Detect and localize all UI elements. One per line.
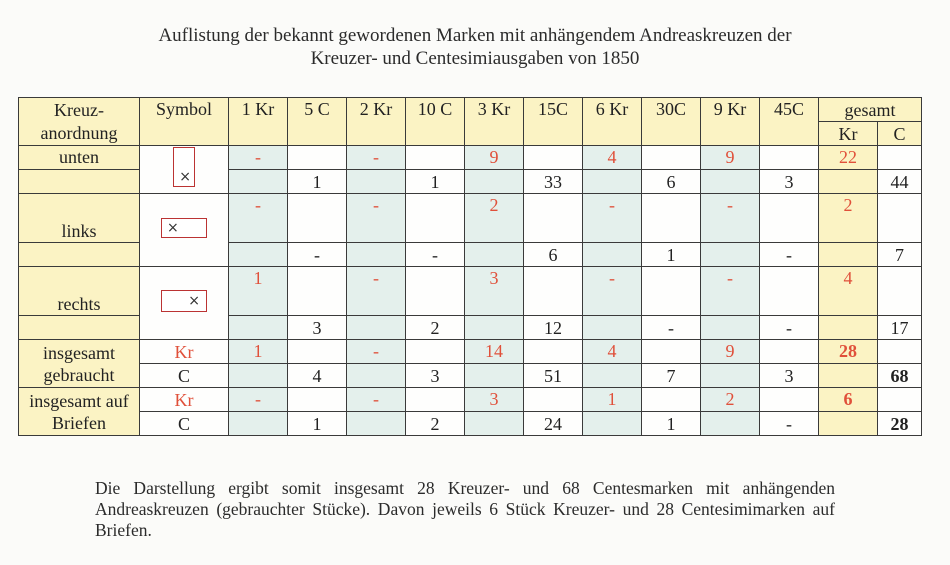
cell-c-unten-0: [229, 170, 288, 194]
cell-kr-links-1: [288, 194, 347, 243]
cell-kr-links-0: -: [229, 194, 288, 243]
cell-c-rechts-11: 17: [878, 316, 922, 340]
header-gesamt: gesamt: [819, 98, 922, 122]
cell-c-links-11: 7: [878, 243, 922, 267]
cell-kr-unten-2: -: [347, 146, 406, 170]
cell-c-rechts-1: 3: [288, 316, 347, 340]
symbol-cell: [140, 194, 229, 267]
cell-c-briefen-5: 24: [524, 412, 583, 436]
cell-c-unten-8: [701, 170, 760, 194]
cell-kr-rechts-8: -: [701, 267, 760, 316]
cell-c-gebraucht-6: [583, 364, 642, 388]
row-label-unten: unten: [19, 146, 140, 170]
table-row: [19, 364, 922, 388]
cell-kr-briefen-5: [524, 388, 583, 412]
cell-kr-unten-10: 22: [819, 146, 878, 170]
cell-c-briefen-1: 1: [288, 412, 347, 436]
unit-label-c: C: [140, 412, 229, 436]
cell-kr-links-2: -: [347, 194, 406, 243]
cell-c-rechts-9: -: [760, 316, 819, 340]
cell-kr-links-11: [878, 194, 922, 243]
table-row: [19, 340, 922, 364]
cell-c-rechts-0: [229, 316, 288, 340]
cell-kr-briefen-0: -: [229, 388, 288, 412]
cell-c-briefen-6: [583, 412, 642, 436]
cell-kr-gebraucht-9: [760, 340, 819, 364]
header-gesamt-c: C: [878, 122, 922, 146]
cell-c-rechts-4: [465, 316, 524, 340]
cell-kr-rechts-0: 1: [229, 267, 288, 316]
cell-kr-unten-6: 4: [583, 146, 642, 170]
header-col-1: 1 Kr: [229, 98, 288, 146]
cell-c-rechts-5: 12: [524, 316, 583, 340]
cell-c-unten-6: [583, 170, 642, 194]
cell-c-unten-3: 1: [406, 170, 465, 194]
table-row: [19, 388, 922, 412]
cell-c-briefen-10: [819, 412, 878, 436]
cell-c-links-8: [701, 243, 760, 267]
cell-c-briefen-11: 28: [878, 412, 922, 436]
cell-c-links-0: [229, 243, 288, 267]
header-col-9: 9 Kr: [701, 98, 760, 146]
cell-c-briefen-4: [465, 412, 524, 436]
cell-c-links-2: [347, 243, 406, 267]
header-col-3: 2 Kr: [347, 98, 406, 146]
cell-kr-gebraucht-8: 9: [701, 340, 760, 364]
row-label-filler: [19, 243, 140, 267]
cell-kr-gebraucht-11: [878, 340, 922, 364]
cell-c-gebraucht-9: 3: [760, 364, 819, 388]
cell-c-links-5: 6: [524, 243, 583, 267]
table-row: [19, 194, 922, 243]
cell-c-gebraucht-7: 7: [642, 364, 701, 388]
cell-kr-rechts-6: -: [583, 267, 642, 316]
cell-kr-gebraucht-1: [288, 340, 347, 364]
cell-c-rechts-10: [819, 316, 878, 340]
cell-kr-briefen-1: [288, 388, 347, 412]
cell-kr-gebraucht-4: 14: [465, 340, 524, 364]
cell-kr-unten-7: [642, 146, 701, 170]
cell-kr-rechts-5: [524, 267, 583, 316]
row-label-line: insgesamt auf: [29, 391, 129, 411]
cross-icon: ×: [179, 169, 191, 185]
cell-kr-gebraucht-2: -: [347, 340, 406, 364]
cell-c-unten-1: 1: [288, 170, 347, 194]
cell-kr-links-9: [760, 194, 819, 243]
cell-kr-rechts-2: -: [347, 267, 406, 316]
cell-kr-briefen-11: [878, 388, 922, 412]
cell-kr-unten-5: [524, 146, 583, 170]
cell-c-unten-11: 44: [878, 170, 922, 194]
cell-c-rechts-2: [347, 316, 406, 340]
cell-c-unten-9: 3: [760, 170, 819, 194]
header-gesamt-kr: Kr: [819, 122, 878, 146]
cell-kr-unten-1: [288, 146, 347, 170]
cell-kr-rechts-9: [760, 267, 819, 316]
cross-icon: ×: [188, 292, 200, 309]
cell-c-links-4: [465, 243, 524, 267]
header-col-5: 3 Kr: [465, 98, 524, 146]
cell-kr-gebraucht-10: 28: [819, 340, 878, 364]
cross-symbol-links: [161, 218, 207, 238]
cell-kr-gebraucht-6: 4: [583, 340, 642, 364]
cell-kr-links-5: [524, 194, 583, 243]
cell-kr-briefen-7: [642, 388, 701, 412]
cross-symbol-unten: [173, 147, 195, 187]
cell-c-unten-10: [819, 170, 878, 194]
cell-c-links-1: -: [288, 243, 347, 267]
cell-kr-links-4: 2: [465, 194, 524, 243]
cell-kr-unten-3: [406, 146, 465, 170]
row-label-links: links: [19, 194, 140, 243]
cell-c-links-7: 1: [642, 243, 701, 267]
cell-c-rechts-7: -: [642, 316, 701, 340]
cell-c-links-10: [819, 243, 878, 267]
title-line-2: Kreuzer- und Centesimiausgaben von 1850: [310, 48, 640, 69]
cell-c-gebraucht-3: 3: [406, 364, 465, 388]
cross-symbol-rechts: [161, 290, 207, 312]
header-anordnung: anordnung: [19, 122, 140, 146]
unit-label-kr: Kr: [140, 340, 229, 364]
summary-paragraph: Die Darstellung ergibt somit insgesamt 28 Kreuzer- und 68 Centesmarken mit anhängenden Andreaskreuzen (gebrauchter Stücke). Davon jeweils 6 Stück Kreuzer- und 28 Centesimimarken auf Briefen.: [95, 478, 835, 540]
cell-c-gebraucht-0: [229, 364, 288, 388]
cell-kr-links-6: -: [583, 194, 642, 243]
cell-kr-links-8: -: [701, 194, 760, 243]
unit-label-kr: Kr: [140, 388, 229, 412]
symbol-cell: [140, 146, 229, 194]
header-col-4: 10 C: [406, 98, 465, 146]
cell-kr-briefen-2: -: [347, 388, 406, 412]
cell-c-unten-5: 33: [524, 170, 583, 194]
cell-kr-rechts-4: 3: [465, 267, 524, 316]
cell-kr-briefen-3: [406, 388, 465, 412]
cell-kr-rechts-1: [288, 267, 347, 316]
cell-kr-unten-11: [878, 146, 922, 170]
cell-kr-briefen-6: 1: [583, 388, 642, 412]
document-title: [0, 24, 950, 70]
cell-c-links-6: [583, 243, 642, 267]
cell-kr-gebraucht-0: 1: [229, 340, 288, 364]
table-row: [19, 412, 922, 436]
cell-c-links-3: -: [406, 243, 465, 267]
header-col-8: 30C: [642, 98, 701, 146]
cross-icon: ×: [167, 219, 179, 236]
cell-c-rechts-3: 2: [406, 316, 465, 340]
cell-kr-gebraucht-5: [524, 340, 583, 364]
cell-c-briefen-7: 1: [642, 412, 701, 436]
header-kreuz: Kreuz-: [19, 98, 140, 122]
unit-label-c: C: [140, 364, 229, 388]
row-label-filler: [19, 316, 140, 340]
symbol-cell: [140, 267, 229, 340]
table-row: [19, 146, 922, 170]
cell-c-unten-2: [347, 170, 406, 194]
cell-kr-briefen-10: 6: [819, 388, 878, 412]
cell-c-gebraucht-11: 68: [878, 364, 922, 388]
cell-kr-rechts-10: 4: [819, 267, 878, 316]
cell-c-unten-7: 6: [642, 170, 701, 194]
cell-c-rechts-8: [701, 316, 760, 340]
cell-c-gebraucht-1: 4: [288, 364, 347, 388]
row-label-rechts: rechts: [19, 267, 140, 316]
header-col-10: 45C: [760, 98, 819, 146]
cell-kr-briefen-9: [760, 388, 819, 412]
cell-kr-briefen-8: 2: [701, 388, 760, 412]
cell-c-gebraucht-2: [347, 364, 406, 388]
row-label-line: Briefen: [52, 413, 106, 433]
cell-c-gebraucht-5: 51: [524, 364, 583, 388]
table-row: [19, 267, 922, 316]
cell-kr-unten-8: 9: [701, 146, 760, 170]
row-label-line: insgesamt: [43, 343, 115, 363]
cell-c-gebraucht-8: [701, 364, 760, 388]
cell-c-gebraucht-10: [819, 364, 878, 388]
cell-c-briefen-9: -: [760, 412, 819, 436]
cell-kr-links-7: [642, 194, 701, 243]
cell-kr-unten-4: 9: [465, 146, 524, 170]
header-col-6: 15C: [524, 98, 583, 146]
cell-c-links-9: -: [760, 243, 819, 267]
cell-c-gebraucht-4: [465, 364, 524, 388]
stamp-table: [18, 97, 922, 436]
cell-kr-links-10: 2: [819, 194, 878, 243]
cell-kr-unten-9: [760, 146, 819, 170]
header-symbol: Symbol: [140, 98, 229, 146]
title-line-1: Auflistung der bekannt gewordenen Marken mit anhängendem Andreaskreuzen der: [158, 25, 792, 46]
cell-c-briefen-8: [701, 412, 760, 436]
cell-kr-briefen-4: 3: [465, 388, 524, 412]
cell-kr-gebraucht-3: [406, 340, 465, 364]
cell-kr-links-3: [406, 194, 465, 243]
cell-kr-rechts-11: [878, 267, 922, 316]
cell-c-unten-4: [465, 170, 524, 194]
header-col-2: 5 C: [288, 98, 347, 146]
row-label-line: gebraucht: [43, 365, 115, 385]
cell-kr-rechts-7: [642, 267, 701, 316]
cell-kr-gebraucht-7: [642, 340, 701, 364]
cell-c-briefen-2: [347, 412, 406, 436]
row-label-briefen: [19, 388, 140, 436]
cell-c-briefen-3: 2: [406, 412, 465, 436]
header-col-7: 6 Kr: [583, 98, 642, 146]
cell-kr-rechts-3: [406, 267, 465, 316]
row-label-gebraucht: [19, 340, 140, 388]
cell-kr-unten-0: -: [229, 146, 288, 170]
cell-c-briefen-0: [229, 412, 288, 436]
row-label-filler: [19, 170, 140, 194]
cell-c-rechts-6: [583, 316, 642, 340]
